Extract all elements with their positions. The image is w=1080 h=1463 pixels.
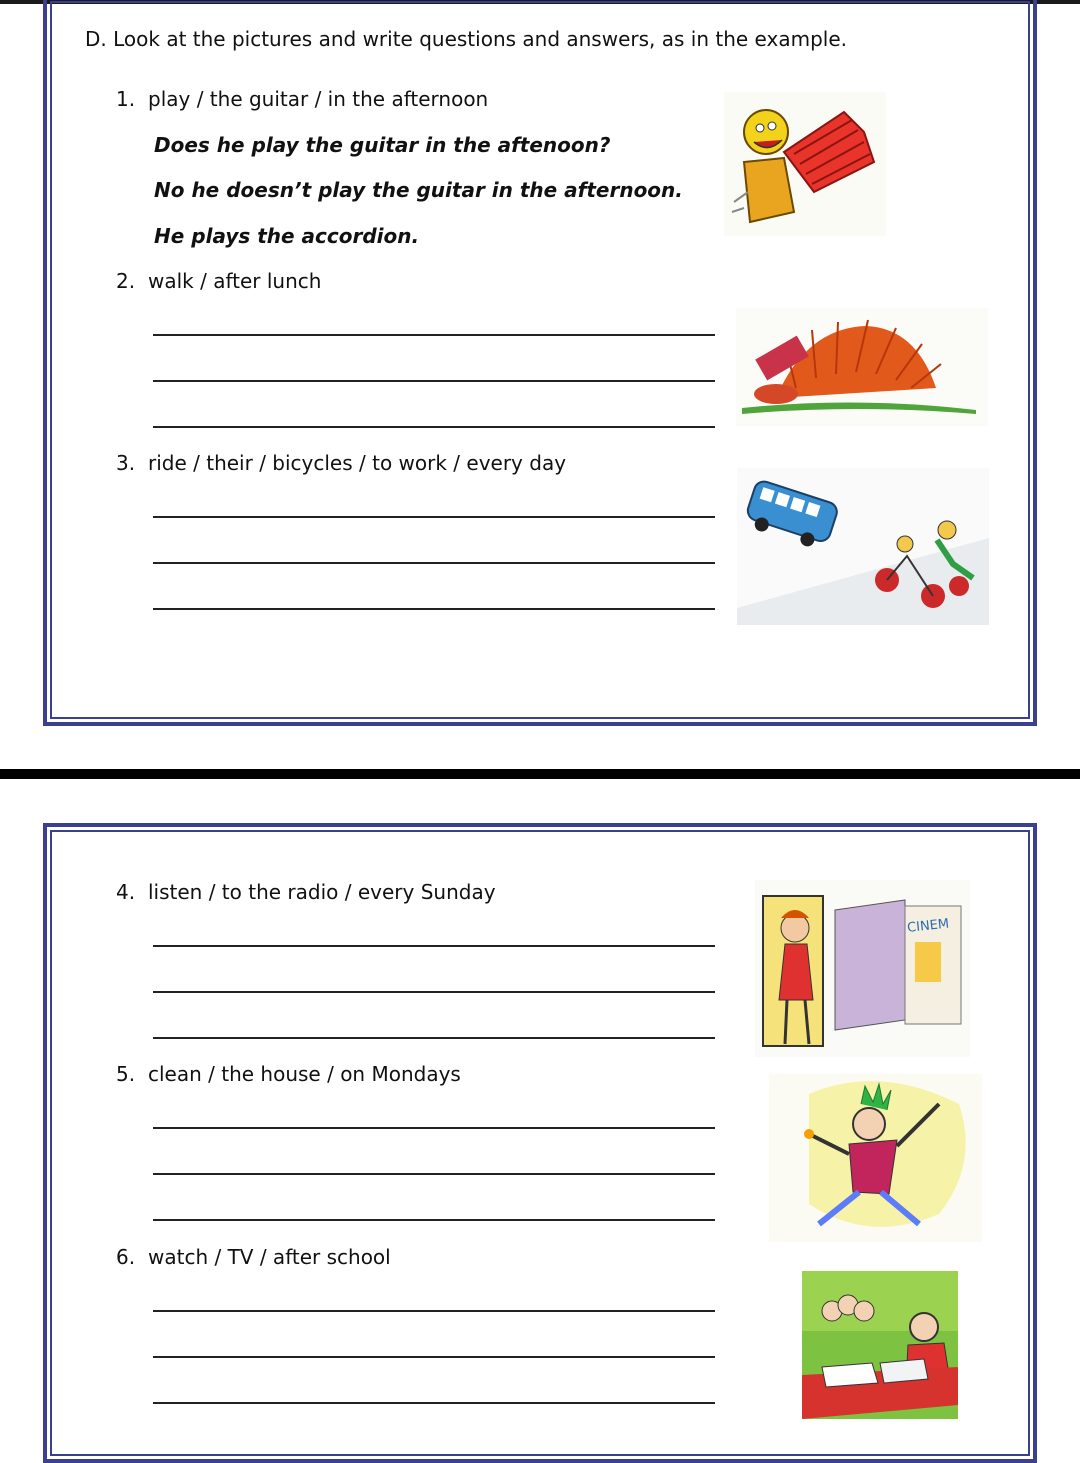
cinema-girl-picture (755, 880, 970, 1057)
item-number: 2. (116, 269, 136, 293)
item-number: 1. (116, 87, 136, 111)
answer-line[interactable] (153, 516, 715, 518)
answer-line[interactable] (153, 334, 715, 336)
example-negative-answer: No he doesn’t play the guitar in the afternoon. (154, 178, 683, 202)
answer-line[interactable] (153, 1356, 715, 1358)
page-separator (0, 769, 1080, 779)
item-prompt-text: watch / TV / after school (148, 1245, 391, 1269)
item-1-prompt (116, 87, 488, 111)
answer-line[interactable] (153, 945, 715, 947)
item-2-prompt (116, 269, 321, 293)
item-4-prompt (116, 880, 496, 904)
item-6-prompt (116, 1245, 391, 1269)
answer-line[interactable] (153, 1127, 715, 1129)
item-3-prompt (116, 451, 566, 475)
answer-line[interactable] (153, 991, 715, 993)
item-prompt-text: walk / after lunch (148, 269, 322, 293)
item-5-prompt (116, 1062, 461, 1086)
item-number: 6. (116, 1245, 136, 1269)
item-prompt-text: ride / their / bicycles / to work / every day (148, 451, 567, 475)
answer-line[interactable] (153, 1173, 715, 1175)
item-number: 4. (116, 880, 136, 904)
answer-line[interactable] (153, 1402, 715, 1404)
answer-line[interactable] (153, 1037, 715, 1039)
answer-line[interactable] (153, 1219, 715, 1221)
answer-line[interactable] (153, 562, 715, 564)
bus-and-cyclists-picture (737, 468, 989, 625)
reading-at-desk-picture (802, 1271, 958, 1419)
item-number: 3. (116, 451, 136, 475)
accordion-player-picture (724, 92, 886, 236)
item-prompt-text: play / the guitar / in the afternoon (148, 87, 489, 111)
answer-line[interactable] (153, 1310, 715, 1312)
answer-line[interactable] (153, 426, 715, 428)
item-prompt-text: clean / the house / on Mondays (148, 1062, 461, 1086)
answer-line[interactable] (153, 608, 715, 610)
item-prompt-text: listen / to the radio / every Sunday (148, 880, 496, 904)
example-question: Does he play the guitar in the aftenoon? (154, 133, 611, 157)
cinema-sign-text: CINEM (906, 916, 950, 936)
answer-line[interactable] (153, 380, 715, 382)
sleeping-hedgehog-picture (736, 308, 988, 426)
example-correct-answer: He plays the accordion. (154, 224, 420, 248)
exercise-instruction: D. Look at the pictures and write questions and answers, as in the example. (85, 27, 847, 51)
item-number: 5. (116, 1062, 136, 1086)
singer-picture (769, 1074, 982, 1242)
